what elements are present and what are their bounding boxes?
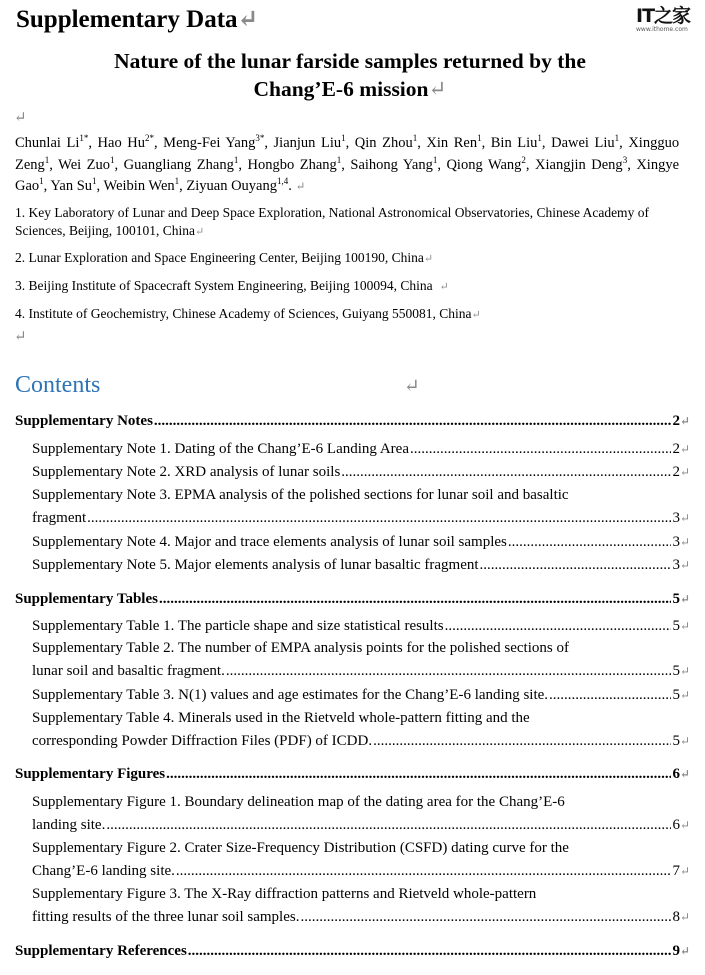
author-name: Chunlai Li (15, 135, 80, 151)
logo-url: www.ithome.com (636, 26, 688, 33)
author-separator: , (88, 135, 98, 151)
author-affiliation-marker: 1 (92, 176, 97, 187)
logo-wordmark: IT之家 (636, 5, 691, 27)
toc-entry-table-4[interactable]: Supplementary Table 4. Minerals used in the Rietveld whole-pattern fitting and the corresponding Powder Diffraction Files (PDF) of ICDD. ..... 5↵ (32, 708, 690, 751)
author-separator: , (341, 156, 351, 173)
affiliation-3: 3. Beijing Institute of Spacecraft System Engineering, Beijing 100094, China ↵ (15, 278, 449, 293)
author-name: Ziyuan Ouyang (186, 178, 277, 194)
toc-entry-note-3[interactable]: Supplementary Note 3. EPMA analysis of the polished sections for lunar soil and basaltic fragment ..... 3↵ (32, 485, 690, 528)
toc-entry-table-3[interactable]: Supplementary Table 3. N(1) values and age estimates for the Chang’E-6 landing site. ..... 5↵ (32, 685, 690, 705)
toc-section-figures[interactable]: Supplementary Figures ..... 6↵ (15, 764, 690, 784)
author-separator: , (345, 135, 355, 151)
author-list (15, 133, 679, 198)
toc-entry-note-5[interactable]: Supplementary Note 5. Major elements analysis of lunar basaltic fragment ..... 3↵ (32, 555, 690, 575)
author-separator: , (417, 135, 427, 151)
author-affiliation-marker: 1 (174, 176, 180, 187)
author-affiliation-marker: 1 (614, 133, 620, 144)
author-affiliation-marker: 3 (622, 154, 628, 165)
author-name: Wei Zuo (58, 156, 111, 173)
author-name: Xiangjin Deng (535, 156, 623, 173)
author-separator: , (96, 178, 104, 194)
author-separator: . (288, 178, 292, 194)
author-separator: , (264, 135, 274, 151)
author-affiliation-marker: 1 (412, 133, 418, 144)
author-affiliation-marker: 1* (79, 133, 89, 144)
author-separator: , (43, 178, 51, 194)
author-name: Meng-Fei Yang (163, 135, 256, 151)
author-separator: , (179, 178, 187, 194)
author-separator: , (114, 156, 124, 173)
author-name: Yan Su (50, 178, 93, 194)
author-affiliation-marker: 3* (255, 133, 265, 144)
toc-entry-figure-1[interactable]: Supplementary Figure 1. Boundary delineation map of the dating area for the Chang’E-6 landing site. ..... 6↵ (32, 792, 690, 835)
blank-paragraph-mark: ↵ (14, 110, 27, 126)
author-name: Xingye Gao (15, 156, 679, 194)
toc-entry-table-2[interactable]: Supplementary Table 2. The number of EMPA analysis points for the polished sections of lunar soil and basaltic fragment. ..... 5↵ (32, 638, 690, 681)
author-affiliation-marker: 1 (110, 154, 115, 165)
blank-paragraph-mark: ↵ (14, 329, 27, 345)
author-separator: , (49, 156, 59, 173)
author-name: Hao Hu (97, 135, 145, 151)
author-affiliation-marker: 1 (44, 154, 50, 165)
toc-section-notes[interactable]: Supplementary Notes ..... 2↵ (15, 411, 690, 431)
affiliation-1: 1. Key Laboratory of Lunar and Deep Space Exploration, National Astronomical Observatories, Chinese Academy of Sciences, Beijing, 100101, China↵ (15, 205, 649, 238)
affiliation-2: 2. Lunar Exploration and Space Engineering Center, Beijing 100190, China↵ (15, 250, 433, 265)
toc-entry-figure-2[interactable]: Supplementary Figure 2. Crater Size-Frequency Distribution (CSFD) dating curve for the Chang’E-6 landing site. ..... 7↵ (32, 838, 690, 881)
author-affiliation-marker: 1 (341, 133, 346, 144)
toc-entry-note-1[interactable]: Supplementary Note 1. Dating of the Chang’E-6 Landing Area ..... 2↵ (32, 439, 690, 459)
author-name: Saihong Yang (350, 156, 433, 173)
author-separator: , (437, 156, 447, 173)
toc-entry-table-1[interactable]: Supplementary Table 1. The particle shape and size statistical results ..... 5↵ (32, 616, 690, 636)
author-affiliation-marker: 1 (39, 176, 44, 187)
author-name: Hongbo Zhang (247, 156, 337, 173)
affiliation-4: 4. Institute of Geochemistry, Chinese Academy of Sciences, Guiyang 550081, China↵ (15, 306, 481, 321)
author-affiliation-marker: 1,4 (277, 176, 289, 187)
author-name: Guangliang Zhang (123, 156, 234, 173)
author-separator: , (541, 135, 552, 151)
author-name: Xin Ren (426, 135, 478, 151)
author-separator: , (238, 156, 248, 173)
author-name: Jianjun Liu (273, 135, 342, 151)
author-separator: , (481, 135, 491, 151)
author-affiliation-marker: 1 (336, 154, 342, 165)
author-name: Weibin Wen (103, 178, 175, 194)
document-title: Supplementary Data↵ (16, 6, 259, 33)
contents-heading: Contents (15, 372, 101, 398)
author-affiliation-marker: 1 (432, 154, 438, 165)
author-separator: , (619, 135, 629, 151)
toc-entry-note-4[interactable]: Supplementary Note 4. Major and trace elements analysis of lunar soil samples ..... 3↵ (32, 532, 690, 552)
author-affiliation-marker: 2 (521, 154, 526, 165)
author-affiliation-marker: 1 (477, 133, 482, 144)
toc-entry-note-2[interactable]: Supplementary Note 2. XRD analysis of lunar soils ..... 2↵ (32, 462, 690, 482)
toc-section-references[interactable]: Supplementary References ..... 9↵ (15, 941, 690, 961)
paper-title-line-2: Chang’E-6 mission↵ (253, 77, 447, 101)
author-affiliation-marker: 2* (144, 133, 154, 144)
paper-title-line-1: Nature of the lunar farside samples returned by the (114, 49, 586, 73)
author-affiliation-marker: 1 (233, 154, 239, 165)
author-affiliation-marker: 1 (537, 133, 542, 144)
paragraph-mark: ↵ (295, 180, 306, 193)
author-name: Dawei Liu (551, 135, 615, 151)
author-separator: , (153, 135, 164, 151)
toc-entry-figure-3[interactable]: Supplementary Figure 3. The X-Ray diffraction patterns and Rietveld whole-pattern fitting results of the three lunar soil samples. ..... 8↵ (32, 884, 690, 927)
author-name: Bin Liu (490, 135, 538, 151)
author-name: Xingguo Zeng (15, 135, 680, 173)
author-name: Qiong Wang (446, 156, 522, 173)
toc-section-tables[interactable]: Supplementary Tables ..... 5↵ (15, 589, 690, 609)
ithome-logo (636, 6, 698, 34)
author-separator: , (525, 156, 536, 173)
author-name: Qin Zhou (354, 135, 413, 151)
blank-paragraph-mark: ↵ (404, 376, 420, 397)
author-separator: , (627, 156, 637, 173)
